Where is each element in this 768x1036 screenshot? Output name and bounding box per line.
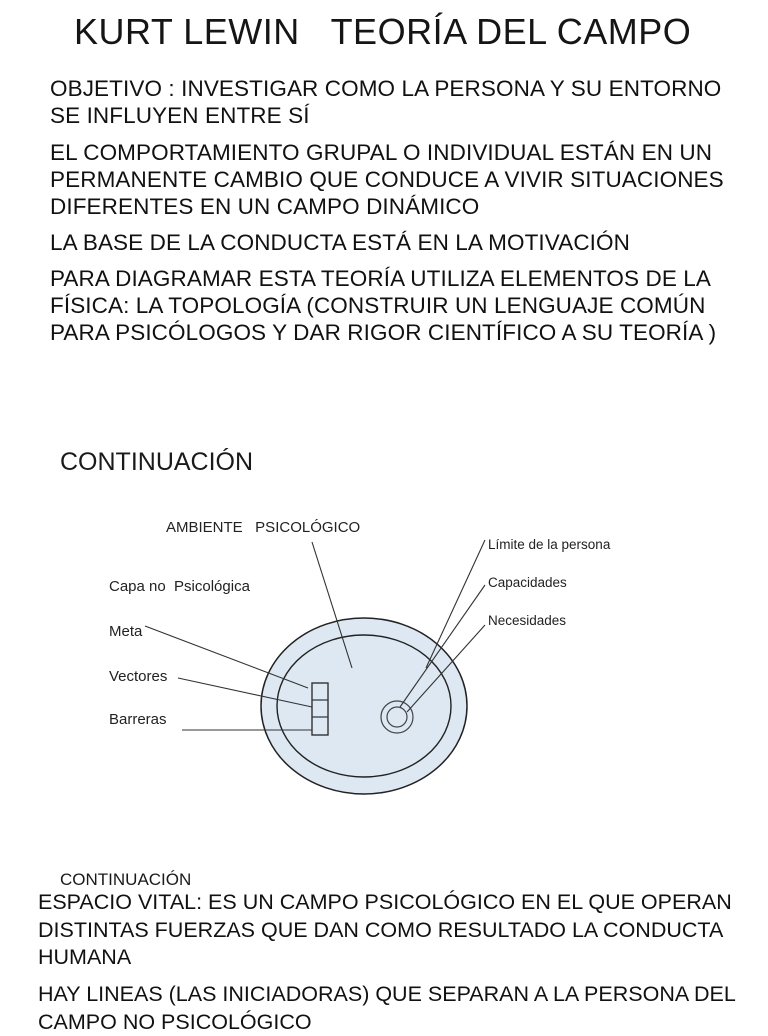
field-theory-diagram (0, 500, 768, 830)
label-meta: Meta (109, 623, 143, 640)
label-ambiente: AMBIENTE PSICOLÓGICO (166, 519, 361, 536)
label-vectores: Vectores (109, 668, 168, 685)
psychological-field-outer (261, 618, 467, 794)
section-title: CONTINUACIÓN (60, 448, 254, 476)
lines-paragraph: HAY LINEAS (LAS INICIADORAS) QUE SEPARAN A LA PERSONA DEL CAMPO NO PSICOLÓGICO (38, 982, 735, 1034)
topology-paragraph: PARA DIAGRAMAR ESTA TEORÍA UTILIZA ELEMENTOS DE LA FÍSICA: LA TOPOLOGÍA (CONSTRUIR UN LENGUAJE COMÚN PARA PSICÓLOGOS Y DAR RIGOR CIENTÍFICO A SU TEORÍA ) (50, 266, 717, 345)
objective-paragraph: OBJETIVO : INVESTIGAR COMO LA PERSONA Y SU ENTORNO SE INFLUYEN ENTRE SÍ (50, 76, 722, 128)
behavior-paragraph: EL COMPORTAMIENTO GRUPAL O INDIVIDUAL ESTÁN EN UN PERMANENTE CAMBIO QUE CONDUCE A VIVIR SITUACIONES DIFERENTES EN UN CAMPO DINÁMICO (50, 140, 724, 219)
small-section-title: CONTINUACIÓN (60, 870, 192, 889)
label-necesidades: Necesidades (488, 613, 567, 628)
vital-space-paragraph: ESPACIO VITAL: ES UN CAMPO PSICOLÓGICO EN EL QUE OPERAN DISTINTAS FUERZAS QUE DAN COMO RESULTADO LA CONDUCTA HUMANA (38, 890, 732, 969)
limite-pointer (426, 540, 485, 668)
label-limite: Límite de la persona (488, 537, 611, 552)
label-capacidades: Capacidades (488, 575, 567, 590)
motivation-paragraph: LA BASE DE LA CONDUCTA ESTÁ EN LA MOTIVACIÓN (50, 230, 630, 255)
page-title: KURT LEWIN TEORÍA DEL CAMPO (74, 11, 692, 52)
label-capa: Capa no Psicológica (109, 578, 250, 595)
label-barreras: Barreras (109, 711, 167, 728)
